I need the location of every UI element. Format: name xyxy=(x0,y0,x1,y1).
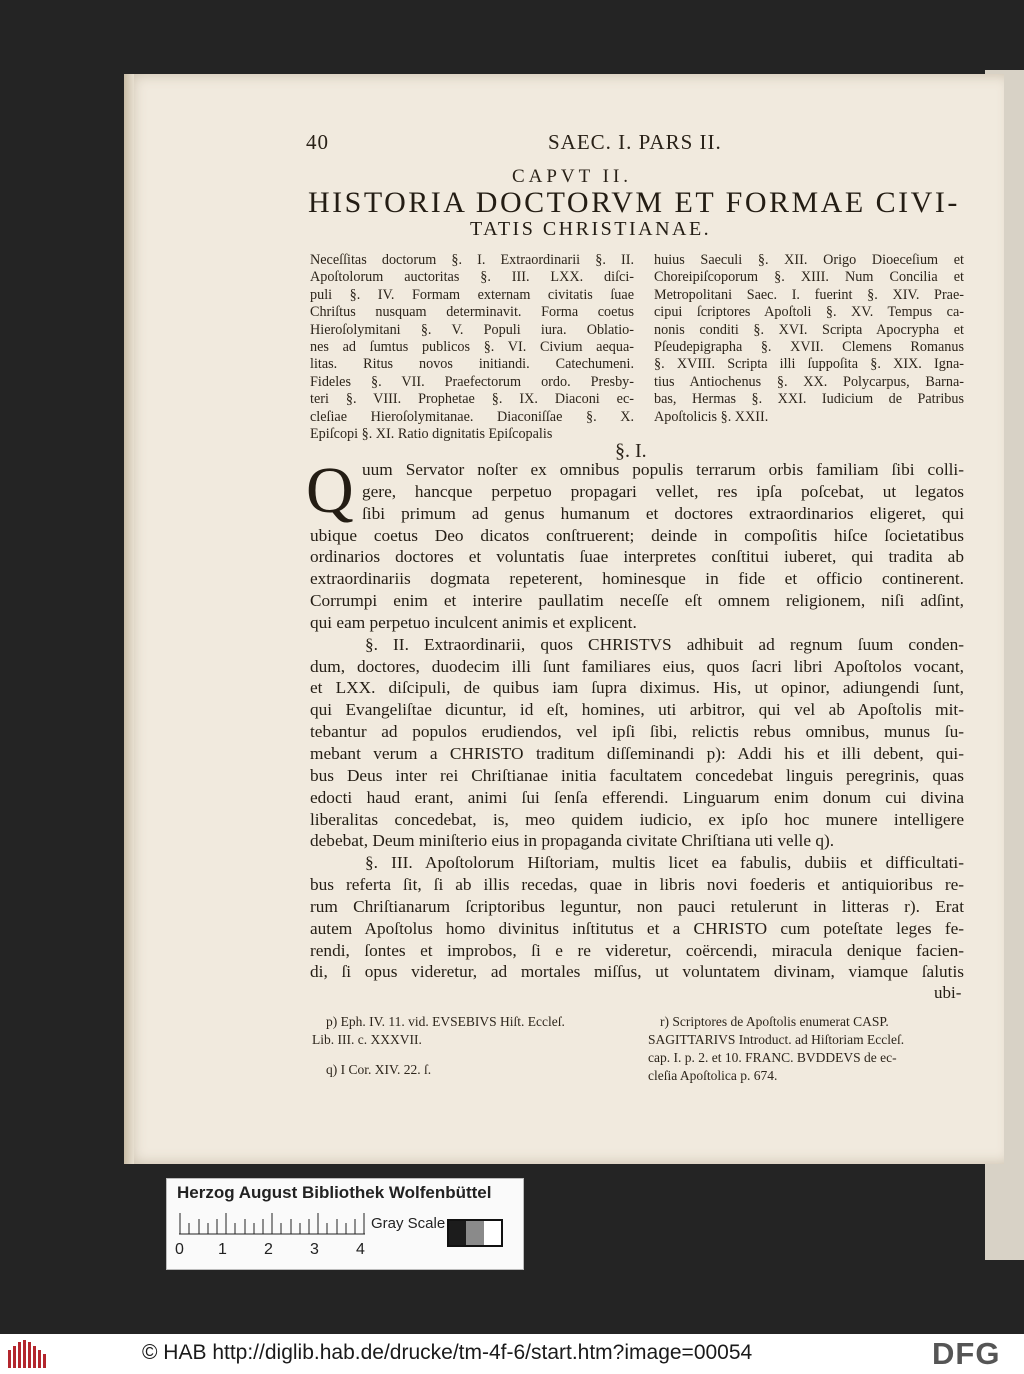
summary-line: puli §. IV. Formam externam civitatis ſuae xyxy=(310,286,634,303)
summary-line: Epiſcopi §. XI. Ratio dignitatis Epiſcopalis xyxy=(310,426,553,443)
body-line: mebant verum a CHRISTO traditum diſſeminandi p): Addi his et illi debent, qui- xyxy=(310,743,964,763)
summary-line: huius Saeculi §. XII. Origo Dioeceſium et xyxy=(654,252,964,268)
summary-line: nes ad ſumtus publicos §. VI. Civium aequa- xyxy=(310,339,634,356)
gray-scale-label: Gray Scale xyxy=(371,1215,446,1232)
body-line: qui eam perpetuo inculcent animis et explicent. xyxy=(310,612,637,632)
body-line: debebat, Deum miniſterio eius in propaganda civitate Chriſtiana uti velle q). xyxy=(310,831,835,851)
ruler-number: 0 xyxy=(175,1241,184,1258)
body-line: gere, hancque perpetuo propagari vellet, res ipſa poſcebat, ut legatos xyxy=(362,481,964,501)
summary-line: litas. Ritus novos initiandi. Catechumeni. xyxy=(310,356,634,373)
footnote-r-line1: r) Scriptores de Apoſtolis enumerat CASP. xyxy=(660,1014,889,1029)
body-line: bus Deus inter rei Chriſtianae initia facultatem concedebat linguis peregrinis, quas xyxy=(310,765,964,785)
chapter-title-line1: HISTORIA DOCTORVM ET FORMAE CIVI- xyxy=(308,186,960,219)
body-line: Corrumpi enim et interire paullatim neceſſe eſt omnem religionem, niſi adſint, xyxy=(310,591,964,611)
summary-line: Apoſtolicis §. XXII. xyxy=(654,408,769,425)
summary-right-column xyxy=(654,252,964,426)
body-text xyxy=(310,459,964,983)
body-line: di, ſi opus videretur, ad mortales miſſus, ut voluntatem divinam, viamque ſalutis xyxy=(310,962,964,982)
footnote-p-line1: p) Eph. IV. 11. vid. EVSEBIVS Hiſt. Eccleſ. xyxy=(326,1014,565,1029)
body-line: uum Servator noſter ex omnibus populis terrarum orbis familiam ſibi colli- xyxy=(362,460,964,479)
gray-scale-swatch xyxy=(447,1219,503,1247)
footnote-r-line2: SAGITTARIVS Introduct. ad Hiſtoriam Eccleſ. xyxy=(648,1032,905,1047)
page-edge xyxy=(124,74,134,1164)
summary-line: Metropolitani Saec. I. fuerint §. XIV. Prae- xyxy=(654,286,964,303)
body-line: §. II. Extraordinarii, quos CHRISTVS adhibuit ad regnum ſuum conden- xyxy=(365,634,964,654)
summary-line: Pſeudepigrapha §. XVII. Clemens Romanus xyxy=(654,339,964,356)
summary-line: Neceſſitas doctorum §. I. Extraordinarii §. II. xyxy=(310,252,634,268)
ruler-number: 3 xyxy=(310,1241,319,1258)
summary-line: Fideles §. VII. Praefectorum ordo. Presby- xyxy=(310,373,634,390)
body-line: rum Chriſtianarum ſcriptoribus leguntur, non pauci retulerunt in litteras r). Erat xyxy=(310,896,964,916)
summary-line: nonis conditi §. XVI. Scripta Apocrypha et xyxy=(654,321,964,338)
page-number: 40 xyxy=(306,130,329,154)
body-line: ubique coetus Deo dicatos conſtruerent; deinde in compoſitis hiſce ſocietatibus xyxy=(310,525,964,545)
body-line: edocti haud erant, animi ſui ſenſa efferendi. Linguarum enim donum cui divina xyxy=(310,787,964,807)
footer-bar xyxy=(0,1334,1024,1374)
ruler-icon xyxy=(179,1213,365,1235)
summary-line: Chriſtus nusquam determinavit. Forma coetus xyxy=(310,304,634,321)
body-line: rendi, ſontes et improbos, ſi e re videretur, coërcendi, miracula denique facien- xyxy=(310,940,964,960)
body-line: extraordinariis dogmata repeterent, hominesque in fide et officio continerent. xyxy=(310,569,964,589)
summary-left-column xyxy=(310,252,634,443)
body-line: autem Apoſtolus homo divinitus inſtitutus et a CHRISTO cum poteſtate leges fe- xyxy=(310,918,964,938)
dfg-logo: DFG xyxy=(932,1336,1001,1371)
running-title: SAEC. I. PARS II. xyxy=(548,130,722,154)
footnote-r-line4: cleſia Apoſtolica p. 674. xyxy=(648,1068,778,1083)
summary-line: cipui ſcriptores Apoſtoli §. XV. Tempus ca- xyxy=(654,304,964,321)
catchword: ubi- xyxy=(934,983,962,1002)
summary-line: teri §. VIII. Prophetae §. IX. Diaconi ec- xyxy=(310,391,634,408)
body-line: qui Evangeliſtae dicuntur, id eſt, homines, uti arbitror, qui vel ab Apoſtolis mit- xyxy=(310,700,964,720)
body-line: ordinarios doctores et voluntatis ſuae interpretes conſtitui iuberet, qui tradita ab xyxy=(310,547,964,567)
chapter-title-line2: TATIS CHRISTIANAE. xyxy=(470,218,712,240)
body-line: tebantur ad populos erudiendos, vel ipſi ſibi, relictis rebus omnibus, munus ſu- xyxy=(310,722,964,742)
drop-cap: Q xyxy=(306,454,354,527)
color-scale-card xyxy=(166,1178,524,1270)
source-url-link[interactable]: © HAB http://diglib.hab.de/drucke/tm-4f-6/start.htm?image=00054 xyxy=(142,1341,753,1364)
body-line: liberalitas concedebat, is, meo quidem iudicio, ex ipſo hoc munere intelligere xyxy=(310,809,964,829)
ruler-number: 4 xyxy=(356,1241,365,1258)
summary-line: Apoſtolorum auctoritas §. III. LXX. diſci- xyxy=(310,269,634,286)
body-line: ſibi primum ad genus humanum et doctores extraordinarios eligeret, qui xyxy=(362,503,964,523)
body-line: bus referta ſit, ſi ab illis recedas, quae in libris novi foederis et antiquioribus re- xyxy=(310,875,964,895)
body-line: et LXX. diſcipuli, de quibus iam ſupra diximus. His, ut opinor, adiungendi ſunt, xyxy=(310,678,964,698)
summary-line: Choreipiſcoporum §. XIII. Num Concilia et xyxy=(654,269,964,286)
ruler-number: 2 xyxy=(264,1241,273,1258)
ruler-number: 1 xyxy=(218,1241,227,1258)
chapter-label: CAPVT II. xyxy=(511,166,633,187)
summary-line: tius Antiochenus §. XX. Polycarpus, Barna- xyxy=(654,373,964,390)
footnote-q-line1: q) I Cor. XIV. 22. ſ. xyxy=(326,1062,432,1077)
footnote-p-line2: Lib. III. c. XXXVII. xyxy=(312,1032,422,1047)
hab-logo-icon xyxy=(8,1340,48,1368)
library-name: Herzog August Bibliothek Wolfenbüttel xyxy=(177,1183,492,1202)
summary-line: §. XVIII. Scripta illi ſuppoſita §. XIX. Igna- xyxy=(654,356,964,373)
summary-line: bas, Hermas §. XXI. Iudicium de Patribus xyxy=(654,391,964,408)
summary-line: cleſiae Hieroſolymitanae. Diaconiſſae §. X. xyxy=(310,408,634,425)
body-line: §. III. Apoſtolorum Hiſtoriam, multis licet ea fabulis, dubiis et difficultati- xyxy=(365,853,964,873)
summary-line: Hieroſolymitani §. V. Populi iura. Oblatio- xyxy=(310,321,634,338)
footnote-r-line3: cap. I. p. 2. et 10. FRANC. BVDDEVS de ec- xyxy=(648,1050,897,1065)
section-heading: §. I. xyxy=(615,440,647,462)
body-line: dum, doctores, duodecim illi ſunt familiares eius, quos ſacri libri Apoſtolos vocant, xyxy=(310,656,964,676)
